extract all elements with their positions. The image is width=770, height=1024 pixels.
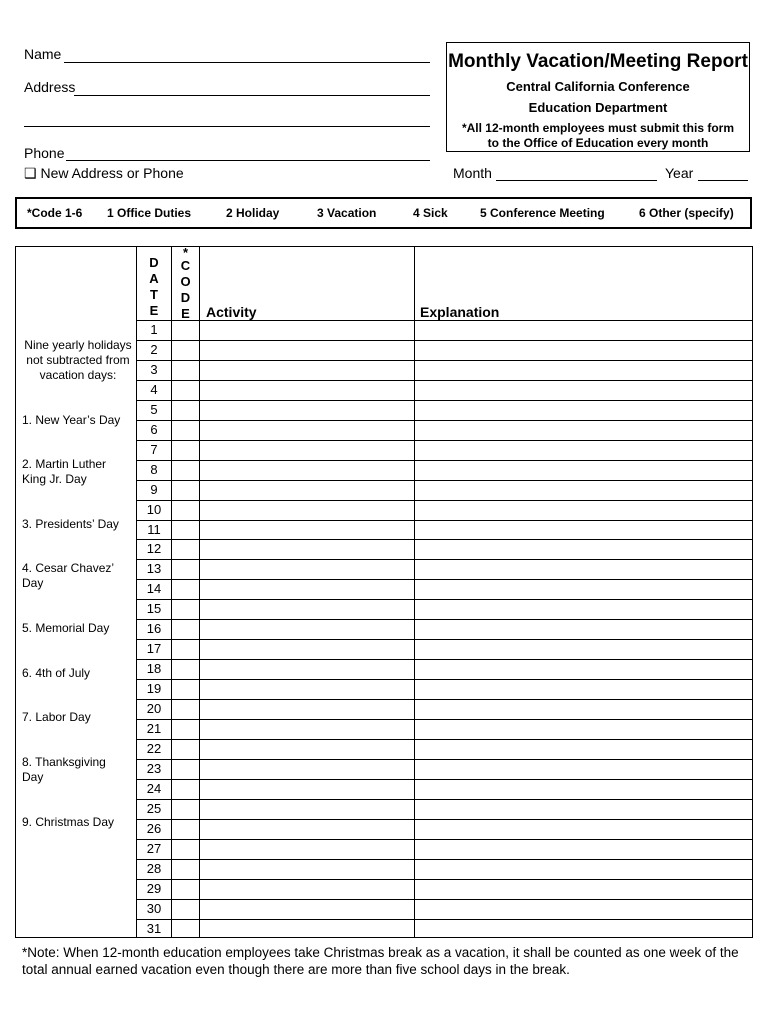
activity-cell[interactable] — [199, 819, 414, 839]
code-holiday: 2 Holiday — [226, 206, 280, 220]
report-title: Monthly Vacation/Meeting Report — [448, 51, 748, 72]
date-column-header: D A T E — [149, 255, 159, 318]
explanation-cell[interactable] — [414, 380, 752, 400]
activity-cell[interactable] — [199, 460, 414, 480]
explanation-cell[interactable] — [414, 719, 752, 739]
holiday-item: 5. Memorial Day — [22, 621, 110, 635]
day-number: 6 — [150, 421, 158, 437]
explanation-cell[interactable] — [414, 599, 752, 619]
activity-cell[interactable] — [199, 659, 414, 679]
day-number: 28 — [146, 860, 162, 876]
day-number: 13 — [146, 561, 162, 577]
day-number: 1 — [150, 322, 158, 337]
activity-cell[interactable] — [199, 719, 414, 739]
holiday-item: 9. Christmas Day — [22, 815, 115, 829]
activity-cell[interactable] — [199, 500, 414, 520]
activity-table — [15, 246, 753, 938]
holidays-intro: Nine yearly holidays not subtracted from vacation days: — [24, 338, 132, 382]
activity-cell[interactable] — [199, 599, 414, 619]
activity-cell[interactable] — [199, 739, 414, 759]
explanation-cell[interactable] — [414, 559, 752, 579]
explanation-cell[interactable] — [414, 699, 752, 719]
code-cell[interactable] — [171, 579, 199, 599]
explanation-cell[interactable] — [414, 739, 752, 759]
code-cell[interactable] — [171, 839, 199, 859]
activity-cell[interactable] — [199, 400, 414, 420]
day-number: 3 — [150, 361, 158, 377]
day-number: 17 — [146, 641, 162, 657]
code-cell[interactable] — [171, 360, 199, 380]
activity-cell[interactable] — [199, 619, 414, 639]
holiday-item: 7. Labor Day — [22, 710, 91, 724]
activity-cell[interactable] — [199, 559, 414, 579]
explanation-cell[interactable] — [414, 859, 752, 879]
code-cell[interactable] — [171, 719, 199, 739]
activity-cell[interactable] — [199, 799, 414, 819]
phone-label: Phone — [24, 145, 65, 161]
holiday-item: 8. Thanksgiving Day — [22, 755, 106, 784]
name-field[interactable] — [64, 62, 430, 63]
explanation-cell[interactable] — [414, 779, 752, 799]
activity-cell[interactable] — [199, 919, 414, 939]
activity-cell[interactable] — [199, 879, 414, 899]
day-number: 21 — [146, 721, 162, 736]
code-cell[interactable] — [171, 380, 199, 400]
code-column-header: * C O D E — [180, 245, 191, 321]
activity-cell[interactable] — [199, 320, 414, 340]
activity-cell[interactable] — [199, 699, 414, 719]
month-label: Month — [453, 165, 492, 181]
new-address-label: New Address or Phone — [40, 165, 184, 181]
code-cell[interactable] — [171, 539, 199, 559]
code-cell[interactable] — [171, 440, 199, 460]
day-number: 29 — [146, 880, 162, 896]
explanation-cell[interactable] — [414, 899, 752, 919]
code-cell[interactable] — [171, 480, 199, 500]
address-field-line-1[interactable] — [74, 95, 430, 96]
day-number: 25 — [146, 800, 162, 816]
day-number: 18 — [146, 661, 162, 677]
submission-note: *All 12-month employees must submit this form to the Office of Education every month — [461, 121, 735, 150]
holiday-item: 1. New Year’s Day — [22, 413, 121, 427]
activity-cell[interactable] — [199, 340, 414, 360]
code-sick: 4 Sick — [413, 206, 448, 220]
code-cell[interactable] — [171, 659, 199, 679]
activity-cell[interactable] — [199, 779, 414, 799]
explanation-cell[interactable] — [414, 480, 752, 500]
code-vacation: 3 Vacation — [317, 206, 377, 220]
day-number: 11 — [147, 521, 161, 537]
address-field-line-2[interactable] — [24, 126, 430, 127]
activity-cell[interactable] — [199, 360, 414, 380]
day-number: 23 — [146, 760, 162, 776]
explanation-cell[interactable] — [414, 360, 752, 380]
holiday-item: 4. Cesar Chavez’ Day — [22, 561, 114, 590]
activity-cell[interactable] — [199, 480, 414, 500]
activity-cell[interactable] — [199, 679, 414, 699]
code-conference-meeting: 5 Conference Meeting — [480, 206, 605, 220]
explanation-cell[interactable] — [414, 500, 752, 520]
activity-cell[interactable] — [199, 859, 414, 879]
activity-cell[interactable] — [199, 839, 414, 859]
checkbox-icon[interactable]: ❑ — [24, 165, 37, 181]
code-legend-label: *Code 1-6 — [27, 206, 83, 220]
activity-cell[interactable] — [199, 639, 414, 659]
holiday-item: 6. 4th of July — [22, 666, 91, 680]
activity-cell[interactable] — [199, 579, 414, 599]
explanation-column-header: Explanation — [420, 304, 500, 320]
explanation-cell[interactable] — [414, 320, 752, 340]
explanation-cell[interactable] — [414, 619, 752, 639]
explanation-cell[interactable] — [414, 579, 752, 599]
footnote: *Note: When 12-month education employees take Christmas break as a vacation, it shall be counted as one week of the total annual earned vacation even though there are more than five school days in the break. — [22, 945, 739, 977]
day-number: 2 — [150, 341, 158, 357]
activity-cell[interactable] — [199, 440, 414, 460]
day-number: 8 — [150, 461, 158, 477]
day-number: 19 — [146, 681, 162, 697]
explanation-cell[interactable] — [414, 400, 752, 420]
day-number: 27 — [146, 840, 162, 856]
department-name: Education Department — [528, 100, 668, 115]
code-office-duties: 1 Office Duties — [107, 206, 192, 220]
activity-column-header: Activity — [206, 304, 257, 320]
name-label: Name — [24, 46, 62, 62]
code-cell[interactable] — [171, 899, 199, 919]
code-cell[interactable] — [171, 919, 199, 939]
code-cell[interactable] — [171, 619, 199, 639]
code-cell[interactable] — [171, 400, 199, 420]
day-number: 22 — [146, 740, 162, 756]
phone-field[interactable] — [66, 160, 430, 161]
day-number: 4 — [150, 381, 158, 397]
explanation-cell[interactable] — [414, 420, 752, 440]
day-number: 30 — [146, 900, 162, 916]
holiday-item: 2. Martin Luther King Jr. Day — [22, 457, 107, 486]
code-cell[interactable] — [171, 799, 199, 819]
day-number: 5 — [150, 401, 158, 417]
explanation-cell[interactable] — [414, 659, 752, 679]
activity-cell[interactable] — [199, 380, 414, 400]
day-number: 26 — [146, 820, 162, 836]
address-label: Address — [24, 79, 76, 95]
code-cell[interactable] — [171, 599, 199, 619]
code-cell[interactable] — [171, 460, 199, 480]
activity-cell[interactable] — [199, 539, 414, 559]
year-label: Year — [665, 165, 694, 181]
explanation-cell[interactable] — [414, 679, 752, 699]
code-cell[interactable] — [171, 320, 199, 340]
code-legend — [15, 197, 752, 229]
code-cell[interactable] — [171, 500, 199, 520]
code-cell[interactable] — [171, 520, 199, 540]
day-number: 7 — [150, 441, 158, 457]
explanation-cell[interactable] — [414, 539, 752, 559]
day-number: 16 — [146, 621, 162, 637]
code-cell[interactable] — [171, 859, 199, 879]
code-cell[interactable] — [171, 559, 199, 579]
code-cell[interactable] — [171, 819, 199, 839]
day-number: 20 — [146, 701, 162, 717]
activity-cell[interactable] — [199, 759, 414, 779]
explanation-cell[interactable] — [414, 520, 752, 540]
code-cell[interactable] — [171, 639, 199, 659]
code-cell[interactable] — [171, 679, 199, 699]
explanation-cell[interactable] — [414, 340, 752, 360]
day-number: 12 — [146, 541, 162, 557]
explanation-cell[interactable] — [414, 759, 752, 779]
explanation-cell[interactable] — [414, 879, 752, 899]
new-address-option[interactable] — [24, 165, 184, 182]
day-number: 15 — [146, 601, 162, 617]
code-cell[interactable] — [171, 739, 199, 759]
code-cell[interactable] — [171, 759, 199, 779]
code-other: 6 Other (specify) — [639, 206, 734, 220]
activity-cell[interactable] — [199, 420, 414, 440]
explanation-cell[interactable] — [414, 839, 752, 859]
code-cell[interactable] — [171, 420, 199, 440]
activity-cell[interactable] — [199, 520, 414, 540]
explanation-cell[interactable] — [414, 639, 752, 659]
day-number: 10 — [146, 501, 162, 517]
year-field[interactable] — [698, 180, 748, 181]
explanation-cell[interactable] — [414, 440, 752, 460]
organization-name: Central California Conference — [506, 79, 690, 94]
holiday-item: 3. Presidents’ Day — [22, 517, 119, 531]
explanation-cell[interactable] — [414, 460, 752, 480]
day-number: 31 — [146, 920, 162, 936]
code-cell[interactable] — [171, 879, 199, 899]
day-number: 9 — [150, 481, 158, 497]
day-number: 24 — [146, 780, 162, 796]
explanation-cell[interactable] — [414, 799, 752, 819]
report-title-box — [446, 42, 750, 152]
code-cell[interactable] — [171, 779, 199, 799]
code-cell[interactable] — [171, 340, 199, 360]
explanation-cell[interactable] — [414, 819, 752, 839]
explanation-cell[interactable] — [414, 919, 752, 939]
activity-cell[interactable] — [199, 899, 414, 919]
day-number: 14 — [146, 581, 162, 597]
code-cell[interactable] — [171, 699, 199, 719]
month-field[interactable] — [496, 180, 657, 181]
